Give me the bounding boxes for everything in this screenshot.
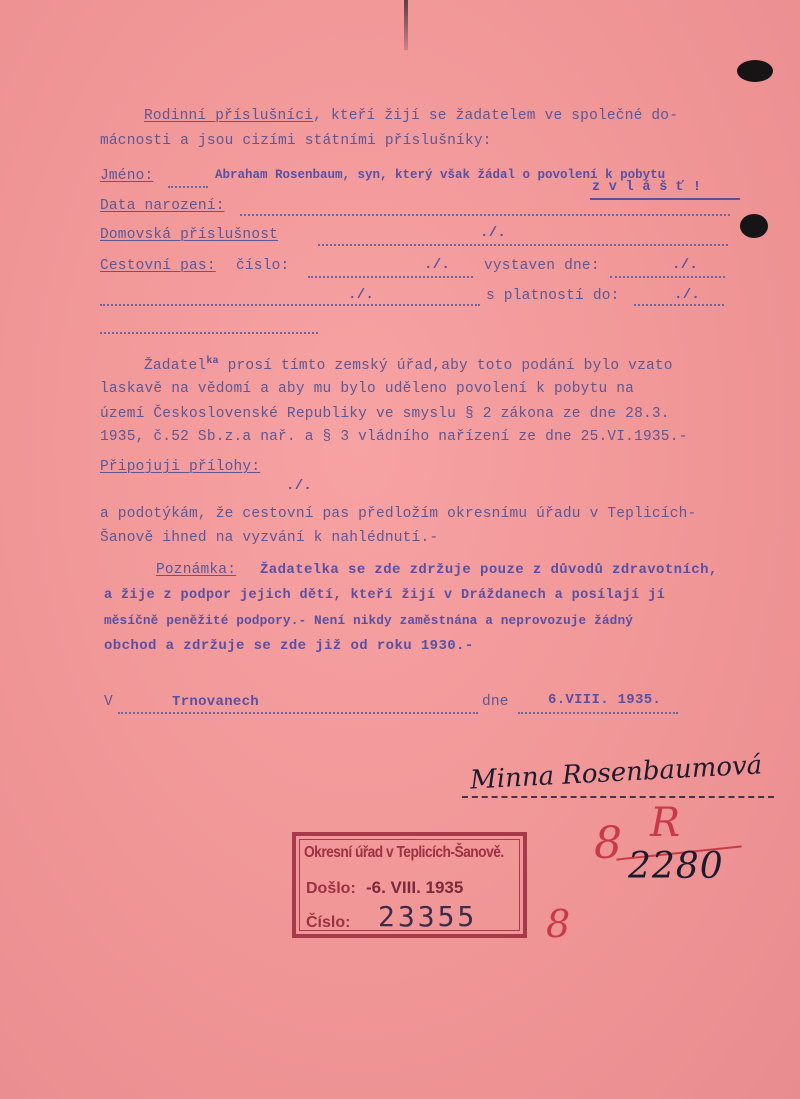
- intro-line-1: [144, 108, 678, 124]
- domicile-dots: [318, 244, 728, 246]
- issued-label: vystaven dne:: [484, 258, 600, 274]
- domicile-label: Domovská příslušnost: [100, 227, 279, 243]
- place-dots: [118, 712, 478, 714]
- request-line-4: 1935, č.52 Sb.z.a nař. a § 3 vládního nařízení ze dne 25.VI.1935.-: [100, 429, 688, 445]
- intro-heading: Rodinní příslušníci: [144, 108, 314, 124]
- attachments-value: ./.: [286, 478, 313, 494]
- intro-line-1-rest: , kteří žijí se žadatelem ve společné do-: [313, 108, 679, 124]
- ref-small: 8: [546, 902, 571, 946]
- valid-value: ./.: [674, 287, 701, 303]
- remark-line-3: měsíčně peněžité podpory.- Není nikdy zaměstnána a neprovozuje žádný: [104, 613, 633, 628]
- signature: Minna Rosenbaumová: [469, 750, 763, 796]
- punch-hole-middle: [740, 214, 768, 238]
- signature-line: [462, 796, 774, 798]
- name-value: Abraham Rosenbaum, syn, který však žádal o povolení k pobytu: [215, 168, 666, 182]
- ref-mark: R: [650, 800, 681, 846]
- issued-by-dots: [100, 304, 480, 306]
- issued-value: ./.: [672, 257, 699, 273]
- passport-number-dots: [308, 276, 473, 278]
- paper-tear: [404, 0, 408, 50]
- remark-line-2: a žije z podpor jejich dětí, kteří žijí v Dráždanech a posílají jí: [104, 588, 666, 603]
- request-superscript: ka: [206, 356, 219, 367]
- passport-note-line-1: a podotýkám, že cestovní pas předložím okresnímu úřadu v Teplicích-: [100, 506, 697, 522]
- stamp-number-value: 23355: [378, 900, 478, 933]
- domicile-value: ./.: [480, 225, 507, 241]
- issued-dots: [610, 276, 725, 278]
- intro-line-2: mácnosti a jsou cizími státními příslušníky:: [100, 133, 492, 149]
- remark-line-1: Žadatelka se zde zdržuje pouze z důvodů zdravotních,: [260, 562, 718, 578]
- name-value-note: z v l á š ť !: [592, 180, 702, 195]
- ref-letter: 8: [594, 818, 622, 869]
- date-dots: [518, 712, 678, 714]
- birth-date-dots: [240, 214, 730, 216]
- remark-line-4: obchod a zdržuje se zde již od roku 1930.-: [104, 638, 474, 654]
- stamp-number-label: Číslo:: [306, 914, 351, 931]
- request-line-2: laskavě na vědomí a aby mu bylo uděleno povolení k pobytu na: [100, 381, 635, 397]
- punch-hole-top: [737, 60, 773, 82]
- passport-label: Cestovní pas:: [100, 258, 216, 274]
- request-line-1-rest: prosí tímto zemský úřad,aby toto podání bylo vzato: [218, 357, 673, 374]
- remark-label: Poznámka:: [156, 562, 237, 578]
- place-value: Trnovanech: [172, 694, 260, 710]
- request-line-3: území Československé Republiky ve smyslu § 2 zákona ze dne 28.3.: [100, 406, 670, 422]
- stamp-office: Okresní úřad v Teplicích-Šanově.: [304, 844, 504, 861]
- passport-number-value: ./.: [424, 257, 451, 273]
- issued-by-value: ./.: [348, 287, 375, 303]
- name-label: Jméno:: [100, 168, 154, 184]
- request-line-1: [144, 356, 673, 374]
- passport-number-label: číslo:: [236, 258, 290, 274]
- attachments-label: Připojuji přílohy:: [100, 459, 261, 475]
- date-value: 6.VIII. 1935.: [548, 692, 662, 708]
- name-dots: [168, 186, 208, 188]
- stamp-received-date: -6. VIII. 1935: [366, 878, 464, 897]
- valid-dots: [634, 304, 724, 306]
- stamp-received-label: Došlo:: [306, 880, 356, 897]
- ref-number: 2280: [628, 846, 724, 887]
- valid-label: s platností do:: [486, 288, 620, 304]
- birth-date-label: Data narození:: [100, 198, 225, 214]
- place-prefix: V: [104, 694, 113, 710]
- name-note-underline: [590, 198, 740, 200]
- date-label: dne: [482, 694, 509, 710]
- extra-dots: [100, 332, 318, 334]
- request-applicant: Žadatel: [144, 357, 207, 374]
- registry-stamp: [292, 832, 527, 938]
- passport-note-line-2: Šanově ihned na vyzvání k nahlédnutí.-: [100, 530, 439, 546]
